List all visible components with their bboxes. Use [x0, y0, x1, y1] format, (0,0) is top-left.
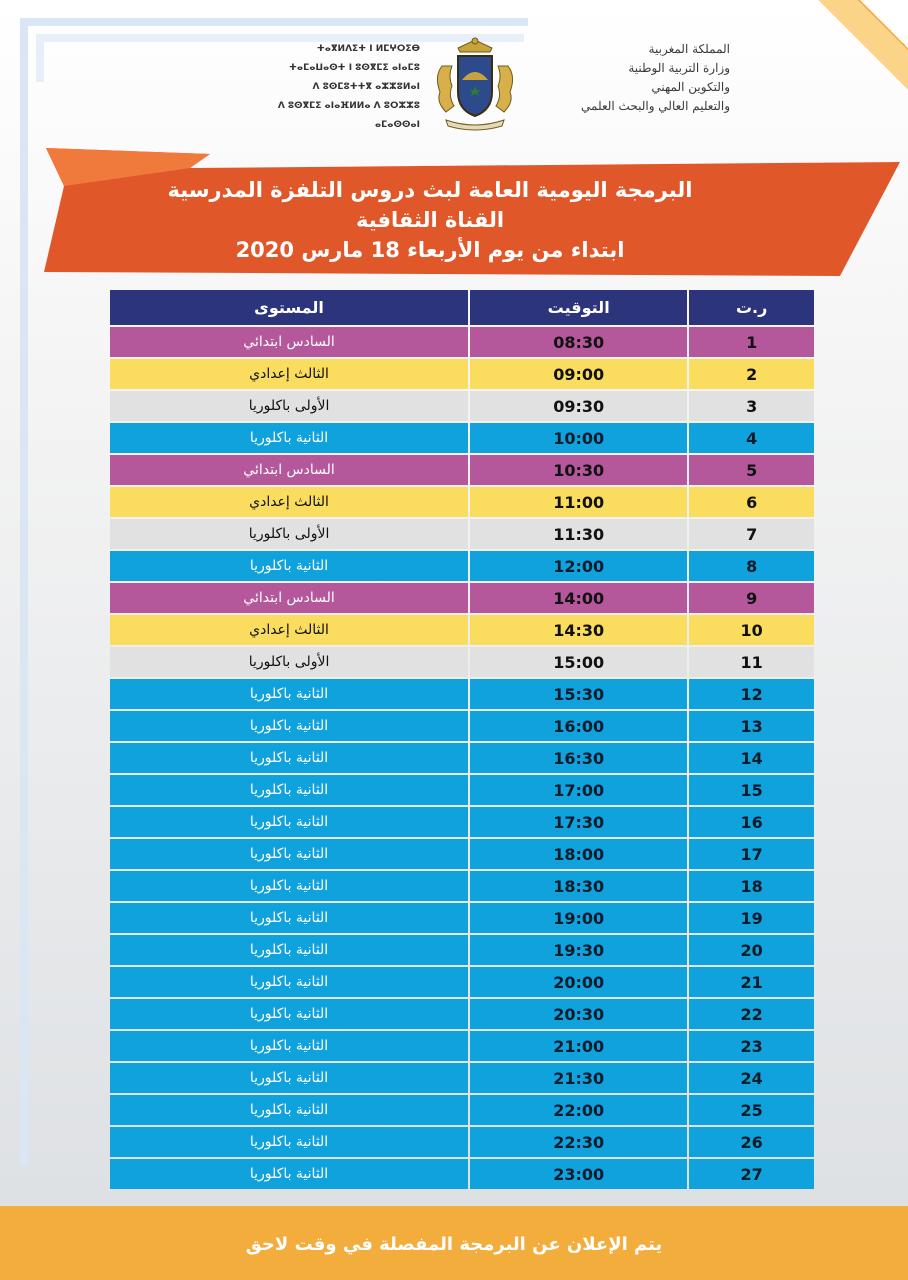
row-level: الثانية باكلوريا	[110, 999, 468, 1029]
banner-line-1: البرمجة اليومية العامة لبث دروس التلفزة المدرسية	[167, 178, 693, 202]
table-row	[110, 583, 814, 613]
table-row	[110, 359, 814, 389]
table-row	[110, 519, 814, 549]
row-number: 27	[689, 1159, 814, 1189]
row-number: 5	[689, 455, 814, 485]
row-number: 23	[689, 1031, 814, 1061]
ministry-name-arabic	[530, 40, 730, 116]
banner-line-2: القناة الثقافية	[355, 208, 505, 232]
row-time: 18:00	[470, 839, 687, 869]
table-row	[110, 615, 814, 645]
row-number: 13	[689, 711, 814, 741]
ministry-line: وزارة التربية الوطنية	[628, 61, 730, 75]
row-time: 11:30	[470, 519, 687, 549]
table-row	[110, 391, 814, 421]
row-time: 12:00	[470, 551, 687, 581]
row-time: 21:30	[470, 1063, 687, 1093]
header-num: ر.ت	[689, 290, 814, 325]
row-level: الثانية باكلوريا	[110, 839, 468, 869]
row-time: 20:30	[470, 999, 687, 1029]
row-time: 15:30	[470, 679, 687, 709]
row-level: الأولى باكلوريا	[110, 391, 468, 421]
ministry-name-tifinagh	[240, 40, 420, 135]
table-row	[110, 327, 814, 357]
row-number: 3	[689, 391, 814, 421]
table-row	[110, 423, 814, 453]
table-row	[110, 1031, 814, 1061]
row-time: 23:00	[470, 1159, 687, 1189]
ministry-line: والتكوين المهني	[651, 80, 730, 94]
row-time: 10:00	[470, 423, 687, 453]
table-row	[110, 1159, 814, 1189]
tifinagh-line: ⵜⴰⵎⴰⵡⴰⵙⵜ ⵏ ⵓⵙⴳⵎⵉ ⴰⵏⴰⵎⵓ	[288, 63, 420, 73]
row-level: الثانية باكلوريا	[110, 679, 468, 709]
tifinagh-line: ⵜⴰⴳⵍⴷⵉⵜ ⵏ ⵍⵎⵖⵔⵉⴱ	[316, 44, 420, 54]
row-level: الثانية باكلوريا	[110, 711, 468, 741]
table-row	[110, 679, 814, 709]
table-row	[110, 551, 814, 581]
row-level: الثانية باكلوريا	[110, 967, 468, 997]
row-level: الثانية باكلوريا	[110, 551, 468, 581]
row-time: 19:00	[470, 903, 687, 933]
row-time: 21:00	[470, 1031, 687, 1061]
row-time: 19:30	[470, 935, 687, 965]
row-level: الثانية باكلوريا	[110, 935, 468, 965]
table-row	[110, 1095, 814, 1125]
coat-of-arms-icon	[428, 36, 522, 132]
row-number: 16	[689, 807, 814, 837]
row-level: الثالث إعدادي	[110, 487, 468, 517]
row-time: 17:30	[470, 807, 687, 837]
row-number: 8	[689, 551, 814, 581]
schedule-table	[108, 288, 816, 1191]
row-level: الثانية باكلوريا	[110, 423, 468, 453]
row-level: الثالث إعدادي	[110, 615, 468, 645]
row-time: 16:30	[470, 743, 687, 773]
banner-line-3: ابتداء من يوم الأربعاء 18 مارس 2020	[235, 238, 625, 262]
ministry-line: المملكة المغربية	[648, 42, 730, 56]
row-level: السادس ابتدائي	[110, 583, 468, 613]
table-row	[110, 999, 814, 1029]
row-number: 25	[689, 1095, 814, 1125]
footer-note: يتم الإعلان عن البرمجة المفصلة في وقت لاحق	[245, 1234, 663, 1255]
row-time: 10:30	[470, 455, 687, 485]
row-time: 16:00	[470, 711, 687, 741]
row-level: الثانية باكلوريا	[110, 1095, 468, 1125]
row-time: 09:30	[470, 391, 687, 421]
row-level: الثالث إعدادي	[110, 359, 468, 389]
row-number: 1	[689, 327, 814, 357]
row-number: 26	[689, 1127, 814, 1157]
row-time: 11:00	[470, 487, 687, 517]
banner-title	[120, 175, 740, 265]
ministry-line: والتعليم العالي والبحث العلمي	[581, 99, 730, 113]
row-level: الثانية باكلوريا	[110, 903, 468, 933]
table-row	[110, 647, 814, 677]
row-number: 10	[689, 615, 814, 645]
header-time: التوقيت	[470, 290, 687, 325]
row-number: 11	[689, 647, 814, 677]
row-time: 15:00	[470, 647, 687, 677]
row-time: 20:00	[470, 967, 687, 997]
table-row	[110, 839, 814, 869]
table-row	[110, 711, 814, 741]
row-level: الثانية باكلوريا	[110, 807, 468, 837]
row-level: الثانية باكلوريا	[110, 871, 468, 901]
row-level: السادس ابتدائي	[110, 327, 468, 357]
table-row	[110, 871, 814, 901]
row-level: الثانية باكلوريا	[110, 1127, 468, 1157]
row-time: 17:00	[470, 775, 687, 805]
header-level: المستوى	[110, 290, 468, 325]
row-number: 24	[689, 1063, 814, 1093]
row-level: الأولى باكلوريا	[110, 519, 468, 549]
row-number: 2	[689, 359, 814, 389]
tifinagh-line: ⴷ ⵓⵙⵎⵓⵜⵜⴳ ⴰⵣⵣⵓⵍⴰⵏ	[312, 82, 420, 92]
table-row	[110, 775, 814, 805]
row-level: الثانية باكلوريا	[110, 1031, 468, 1061]
corner-decoration-highlight	[848, 0, 908, 60]
row-number: 12	[689, 679, 814, 709]
row-number: 9	[689, 583, 814, 613]
table-header-row	[110, 290, 814, 325]
row-time: 22:30	[470, 1127, 687, 1157]
row-level: الثانية باكلوريا	[110, 1159, 468, 1189]
table-row	[110, 487, 814, 517]
table-row	[110, 743, 814, 773]
row-number: 21	[689, 967, 814, 997]
table-row	[110, 1127, 814, 1157]
row-time: 22:00	[470, 1095, 687, 1125]
row-number: 22	[689, 999, 814, 1029]
row-number: 18	[689, 871, 814, 901]
row-time: 08:30	[470, 327, 687, 357]
row-number: 20	[689, 935, 814, 965]
row-number: 14	[689, 743, 814, 773]
row-level: السادس ابتدائي	[110, 455, 468, 485]
row-level: الثانية باكلوريا	[110, 775, 468, 805]
row-time: 14:30	[470, 615, 687, 645]
row-number: 17	[689, 839, 814, 869]
row-time: 09:00	[470, 359, 687, 389]
row-number: 6	[689, 487, 814, 517]
table-row	[110, 903, 814, 933]
row-level: الثانية باكلوريا	[110, 1063, 468, 1093]
table-row	[110, 935, 814, 965]
row-number: 7	[689, 519, 814, 549]
tifinagh-line: ⴷ ⵓⵙⴳⵎⵉ ⴰⵏⴰⴼⵍⵍⴰ ⴷ ⵓⵔⵣⵣⵓ ⴰⵎⴰⵙⵙⴰⵏ	[277, 101, 420, 130]
schedule-body	[110, 327, 814, 1189]
table-row	[110, 1063, 814, 1093]
row-number: 19	[689, 903, 814, 933]
row-level: الثانية باكلوريا	[110, 743, 468, 773]
table-row	[110, 455, 814, 485]
row-number: 4	[689, 423, 814, 453]
table-row	[110, 967, 814, 997]
table-row	[110, 807, 814, 837]
row-time: 14:00	[470, 583, 687, 613]
row-level: الأولى باكلوريا	[110, 647, 468, 677]
row-number: 15	[689, 775, 814, 805]
row-time: 18:30	[470, 871, 687, 901]
